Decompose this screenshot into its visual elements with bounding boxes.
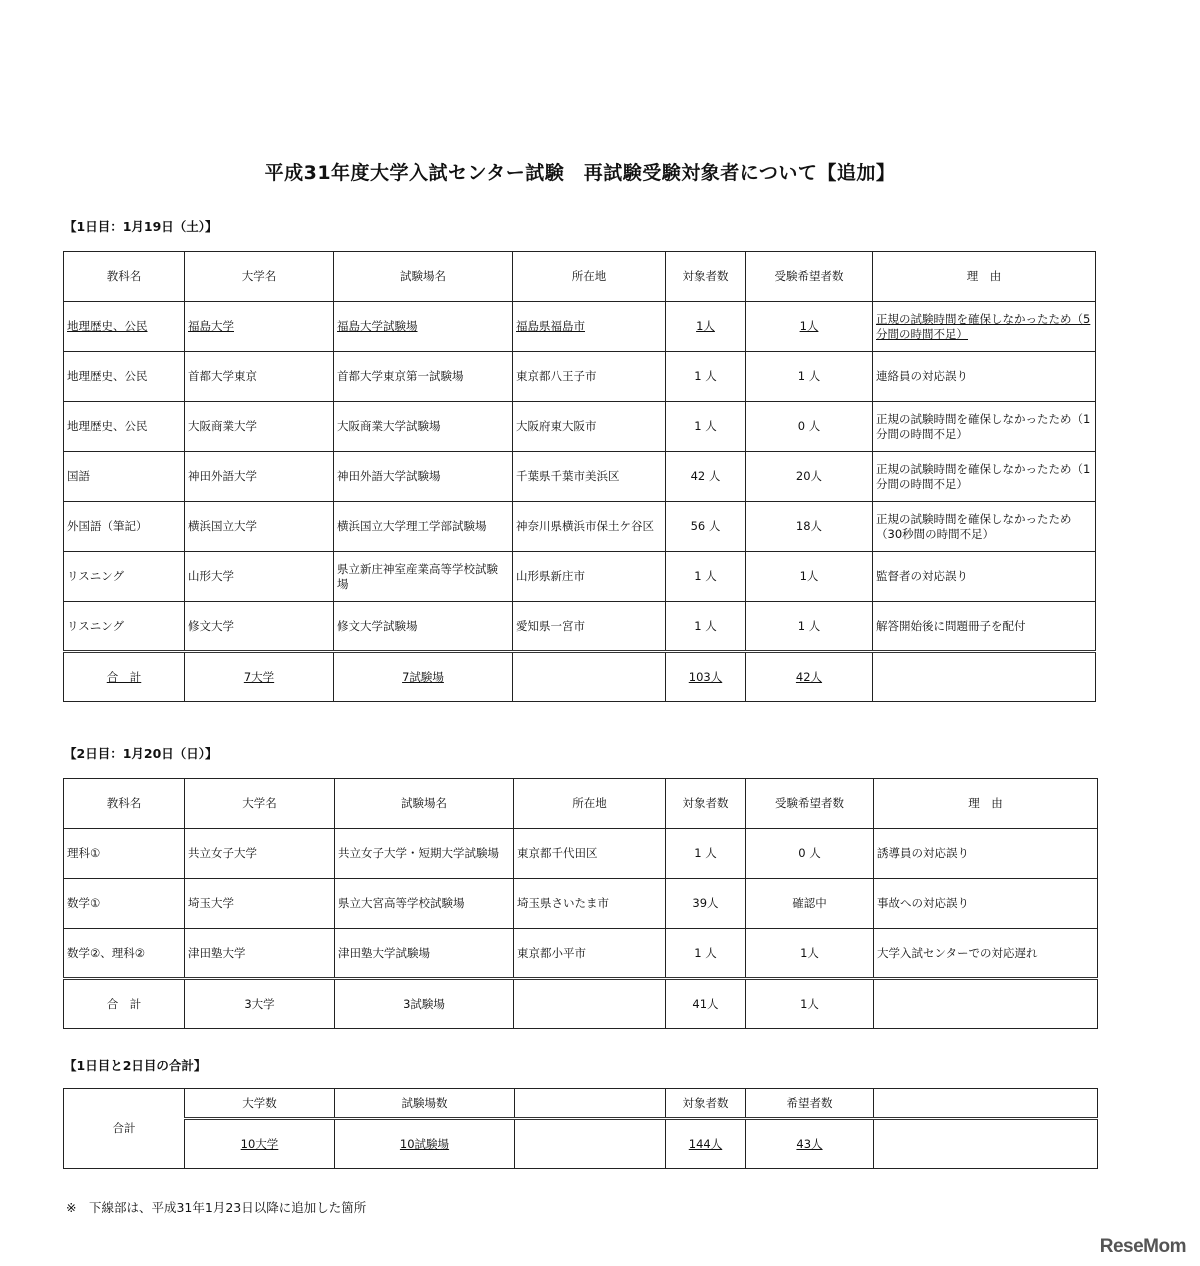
cell-reason: 連絡員の対応誤り xyxy=(873,352,1096,402)
cell-target-count-text: 103人 xyxy=(688,669,723,684)
cell-venue-text: 福島大学試験場 xyxy=(337,319,418,333)
document-title: 平成31年度大学入試センター試験 再試験受験対象者について【追加】 xyxy=(264,162,896,184)
cell-university-text: 福島大学 xyxy=(188,319,234,333)
total-university: 3大学 xyxy=(185,979,335,1029)
cell-target-count: 1 人 xyxy=(666,352,746,402)
cell-university: 修文大学 xyxy=(185,602,334,652)
combined-header xyxy=(874,1089,1098,1119)
day1-table xyxy=(63,251,1096,702)
combined-header xyxy=(515,1089,666,1119)
total-reason xyxy=(874,979,1098,1029)
table-row xyxy=(64,929,1098,979)
table-row xyxy=(64,302,1096,352)
cell-target-count xyxy=(666,302,746,352)
cell-target-count: 42 人 xyxy=(666,452,746,502)
cell-subject: リスニング xyxy=(64,602,185,652)
cell-venue: 県立新庄神室産業高等学校試験場 xyxy=(334,552,513,602)
cell-applicant-count-text: 42人 xyxy=(795,669,823,684)
cell-reason: 大学入試センターでの対応遅れ xyxy=(874,929,1098,979)
total-row xyxy=(64,979,1098,1029)
header-target-count: 対象者数 xyxy=(666,779,746,829)
table-row xyxy=(64,829,1098,879)
cell-venue-text: 7試験場 xyxy=(402,669,444,684)
day2-table xyxy=(63,778,1098,1029)
cell-location-text: 福島県福島市 xyxy=(516,319,585,333)
cell-applicant-count: 1 人 xyxy=(746,352,873,402)
cell-subject-text: 地理歴史、公民 xyxy=(67,319,148,333)
table-row xyxy=(64,452,1096,502)
cell-applicant-count: 20人 xyxy=(746,452,873,502)
cell-location: 東京都八王子市 xyxy=(513,352,666,402)
cell-applicant-count: 18人 xyxy=(746,502,873,552)
cell-venue xyxy=(334,302,513,352)
combined-value: 144人 xyxy=(666,1119,746,1169)
cell-subject: リスニング xyxy=(64,552,185,602)
cell-subject: 地理歴史、公民 xyxy=(64,352,185,402)
table-header-row xyxy=(64,779,1098,829)
total-subject xyxy=(64,652,185,702)
combined-value xyxy=(874,1119,1098,1169)
combined-header: 希望者数 xyxy=(746,1089,874,1119)
cell-university: 埼玉大学 xyxy=(185,879,335,929)
cell-venue: 津田塾大学試験場 xyxy=(335,929,514,979)
table-row xyxy=(64,402,1096,452)
table-row xyxy=(64,352,1096,402)
cell-venue: 共立女子大学・短期大学試験場 xyxy=(335,829,514,879)
cell-applicant-count: 1人 xyxy=(746,929,874,979)
combined-header: 試験場数 xyxy=(335,1089,515,1119)
header-university: 大学名 xyxy=(185,252,334,302)
cell-venue: 首都大学東京第一試験場 xyxy=(334,352,513,402)
cell-university: 神田外語大学 xyxy=(185,452,334,502)
header-applicant-count: 受験希望者数 xyxy=(746,252,873,302)
cell-reason xyxy=(873,302,1096,352)
combined-header: 大学数 xyxy=(185,1089,335,1119)
cell-location: 埼玉県さいたま市 xyxy=(514,879,666,929)
total-applicant-count xyxy=(746,652,873,702)
cell-subject: 数学②、理科② xyxy=(64,929,185,979)
cell-location: 神奈川県横浜市保土ケ谷区 xyxy=(513,502,666,552)
cell-location: 千葉県千葉市美浜区 xyxy=(513,452,666,502)
combined-header-row xyxy=(64,1089,1098,1119)
cell-reason: 誘導員の対応誤り xyxy=(874,829,1098,879)
cell-applicant-count: 確認中 xyxy=(746,879,874,929)
cell-university: 山形大学 xyxy=(185,552,334,602)
day2-heading: 【2日目：1月20日（日）】 xyxy=(64,746,218,761)
cell-applicant-count xyxy=(746,302,873,352)
cell-location: 東京都千代田区 xyxy=(514,829,666,879)
table-row xyxy=(64,602,1096,652)
cell-university: 津田塾大学 xyxy=(185,929,335,979)
cell-reason-text: 正規の試験時間を確保しなかったため（5分間の時間不足） xyxy=(876,311,1091,341)
cell-applicant-count: 1 人 xyxy=(746,602,873,652)
table-row xyxy=(64,879,1098,929)
combined-value-row xyxy=(64,1119,1098,1169)
cell-university: 大阪商業大学 xyxy=(185,402,334,452)
combined-value: 43人 xyxy=(746,1119,874,1169)
cell-venue: 修文大学試験場 xyxy=(334,602,513,652)
cell-applicant-count: 0 人 xyxy=(746,829,874,879)
cell-location xyxy=(513,302,666,352)
cell-subject: 国語 xyxy=(64,452,185,502)
combined-table xyxy=(63,1088,1098,1169)
cell-university: 共立女子大学 xyxy=(185,829,335,879)
cell-target-count: 1 人 xyxy=(666,929,746,979)
total-location xyxy=(513,652,666,702)
header-target-count: 対象者数 xyxy=(666,252,746,302)
cell-location: 大阪府東大阪市 xyxy=(513,402,666,452)
total-subject: 合 計 xyxy=(64,979,185,1029)
combined-heading: 【1日目と2日目の合計】 xyxy=(64,1058,207,1073)
header-subject: 教科名 xyxy=(64,252,185,302)
cell-target-count: 1 人 xyxy=(666,552,746,602)
header-subject: 教科名 xyxy=(64,779,185,829)
table-row xyxy=(64,502,1096,552)
cell-target-count: 1 人 xyxy=(666,402,746,452)
cell-subject: 数学① xyxy=(64,879,185,929)
combined-value: 10大学 xyxy=(185,1119,335,1169)
cell-target-count: 56 人 xyxy=(666,502,746,552)
total-applicant-count: 1人 xyxy=(746,979,874,1029)
cell-venue: 県立大宮高等学校試験場 xyxy=(335,879,514,929)
cell-subject-text: 合 計 xyxy=(106,669,142,684)
cell-university: 横浜国立大学 xyxy=(185,502,334,552)
total-reason xyxy=(873,652,1096,702)
header-university: 大学名 xyxy=(185,779,335,829)
total-row xyxy=(64,652,1096,702)
combined-value xyxy=(515,1119,666,1169)
cell-applicant-count-text: 1人 xyxy=(799,319,819,333)
table-header-row xyxy=(64,252,1096,302)
cell-subject: 理科① xyxy=(64,829,185,879)
cell-university xyxy=(185,302,334,352)
cell-target-count: 1 人 xyxy=(666,602,746,652)
resemom-logo: ReseMom xyxy=(1099,1236,1186,1257)
cell-target-count-text: 1人 xyxy=(696,319,715,333)
combined-row-label: 合計 xyxy=(64,1089,185,1169)
header-reason: 理 由 xyxy=(874,779,1098,829)
cell-location: 東京都小平市 xyxy=(514,929,666,979)
header-venue: 試験場名 xyxy=(334,252,513,302)
footnote: ※ 下線部は、平成31年1月23日以降に追加した箇所 xyxy=(66,1200,367,1215)
total-location xyxy=(514,979,666,1029)
cell-university-text: 7大学 xyxy=(243,669,275,684)
cell-location: 愛知県一宮市 xyxy=(513,602,666,652)
total-target-count: 41人 xyxy=(666,979,746,1029)
header-location: 所在地 xyxy=(513,252,666,302)
cell-reason: 正規の試験時間を確保しなかったため（1分間の時間不足） xyxy=(873,402,1096,452)
cell-location: 山形県新庄市 xyxy=(513,552,666,602)
cell-subject: 外国語（筆記） xyxy=(64,502,185,552)
cell-target-count: 1 人 xyxy=(666,829,746,879)
cell-venue: 横浜国立大学理工学部試験場 xyxy=(334,502,513,552)
cell-reason: 正規の試験時間を確保しなかったため（30秒間の時間不足） xyxy=(873,502,1096,552)
total-target-count xyxy=(666,652,746,702)
header-applicant-count: 受験希望者数 xyxy=(746,779,874,829)
cell-applicant-count: 1人 xyxy=(746,552,873,602)
cell-reason: 事故への対応誤り xyxy=(874,879,1098,929)
cell-venue: 神田外語大学試験場 xyxy=(334,452,513,502)
total-university xyxy=(185,652,334,702)
total-venue xyxy=(334,652,513,702)
cell-reason: 正規の試験時間を確保しなかったため（1分間の時間不足） xyxy=(873,452,1096,502)
cell-target-count: 39人 xyxy=(666,879,746,929)
header-location: 所在地 xyxy=(514,779,666,829)
combined-value: 10試験場 xyxy=(335,1119,515,1169)
day1-heading: 【1日目：1月19日（土）】 xyxy=(64,219,218,234)
combined-header: 対象者数 xyxy=(666,1089,746,1119)
cell-reason: 監督者の対応誤り xyxy=(873,552,1096,602)
header-venue: 試験場名 xyxy=(335,779,514,829)
cell-subject xyxy=(64,302,185,352)
cell-venue: 大阪商業大学試験場 xyxy=(334,402,513,452)
total-venue: 3試験場 xyxy=(335,979,514,1029)
header-reason: 理 由 xyxy=(873,252,1096,302)
cell-university: 首都大学東京 xyxy=(185,352,334,402)
cell-reason: 解答開始後に問題冊子を配付 xyxy=(873,602,1096,652)
cell-subject: 地理歴史、公民 xyxy=(64,402,185,452)
table-row xyxy=(64,552,1096,602)
cell-applicant-count: 0 人 xyxy=(746,402,873,452)
